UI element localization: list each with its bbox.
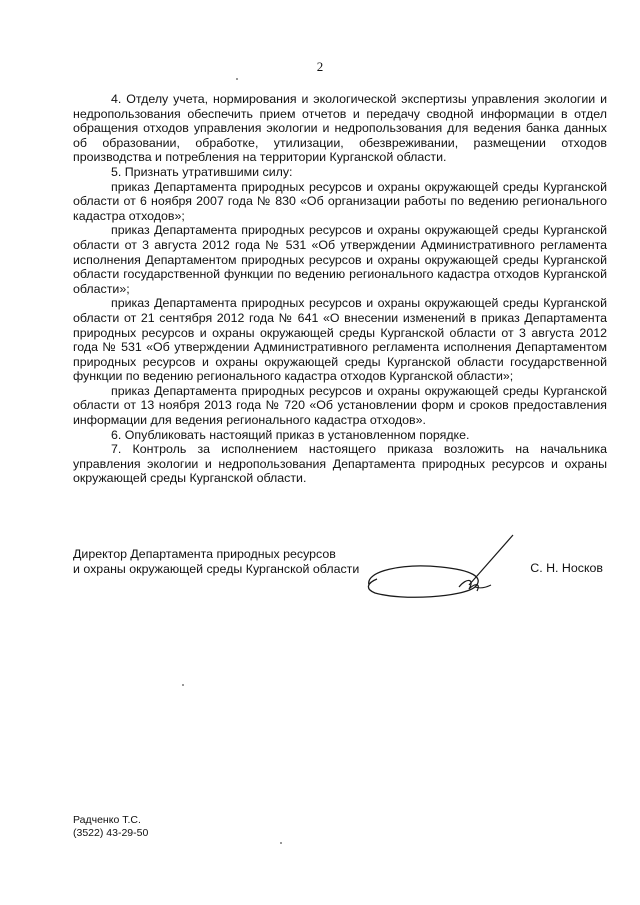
- signatory-role: [73, 547, 403, 576]
- signatory-name: С. Н. Носков: [530, 561, 603, 575]
- order-body: [73, 92, 607, 486]
- scan-speck: [280, 842, 282, 844]
- scan-speck: [236, 78, 238, 80]
- paragraph-item-5: 5. Признать утратившими силу:: [111, 164, 293, 179]
- signatory-role-line-1: Директор Департамента природных ресурсов: [73, 547, 336, 561]
- repealed-order-720: приказ Департамента природных ресурсов и охраны окружающей среды Курганской области от 13 ноября 2013 года № 720 «Об установлении форм и сроков предоставления информации для ведения регионального кадастра отходов».: [73, 383, 607, 428]
- signature-block: [73, 547, 607, 607]
- signatory-role-line-2: и охраны окружающей среды Курганской области: [73, 561, 360, 576]
- repealed-order-531: приказ Департамента природных ресурсов и охраны окружающей среды Курганской области от 3 августа 2012 года № 531 «Об утверждении Административного регламента исполнения Департаментом природных ресурсов и охраны окружающей среды Курганской области государственной функции по ведению регионального кадастра отходов Курганской области»;: [73, 223, 607, 296]
- handwritten-signature: [363, 527, 523, 607]
- repealed-order-641: приказ Департамента природных ресурсов и охраны окружающей среды Курганской области от 21 сентября 2012 года № 641 «О внесении изменений в приказ Департамента природных ресурсов и охраны окружающей среды Курганской области от 3 августа 2012 года № 531 «Об утверждении Административного регламента исполнения Департаментом природных ресурсов и охраны окружающей среды Курганской области государственной функции по ведению регионального кадастра отходов Курганской области»;: [73, 296, 607, 384]
- page-number: 2: [316, 59, 324, 74]
- repealed-order-830: приказ Департамента природных ресурсов и охраны окружающей среды Курганской области от 6 ноября 2007 года № 830 «Об организации работы по ведению регионального кадастра отходов»;: [73, 179, 607, 223]
- paragraph-item-4: 4. Отделу учета, нормирования и экологической экспертизы управления экологии и недропользования обеспечить прием отчетов и передачу сводной информации в отдел обращения отходов управления экологии и недропользования для ведения банка данных об образовании, обработке, утилизации, обезвреживании, размещении отходов производства и потребления на территории Курганской области.: [73, 92, 607, 165]
- executor-info: [73, 814, 148, 839]
- paragraph-item-7: 7. Контроль за исполнением настоящего приказа возложить на начальника управления экологии и недропользования Департамента природных ресурсов и охраны окружающей среды Курганской области.: [73, 442, 607, 486]
- paragraph-item-6: 6. Опубликовать настоящий приказ в установленном порядке.: [111, 427, 470, 442]
- executor-phone: (3522) 43-29-50: [73, 826, 149, 839]
- scan-speck: [182, 684, 184, 686]
- executor-name: Радченко Т.С.: [73, 814, 141, 826]
